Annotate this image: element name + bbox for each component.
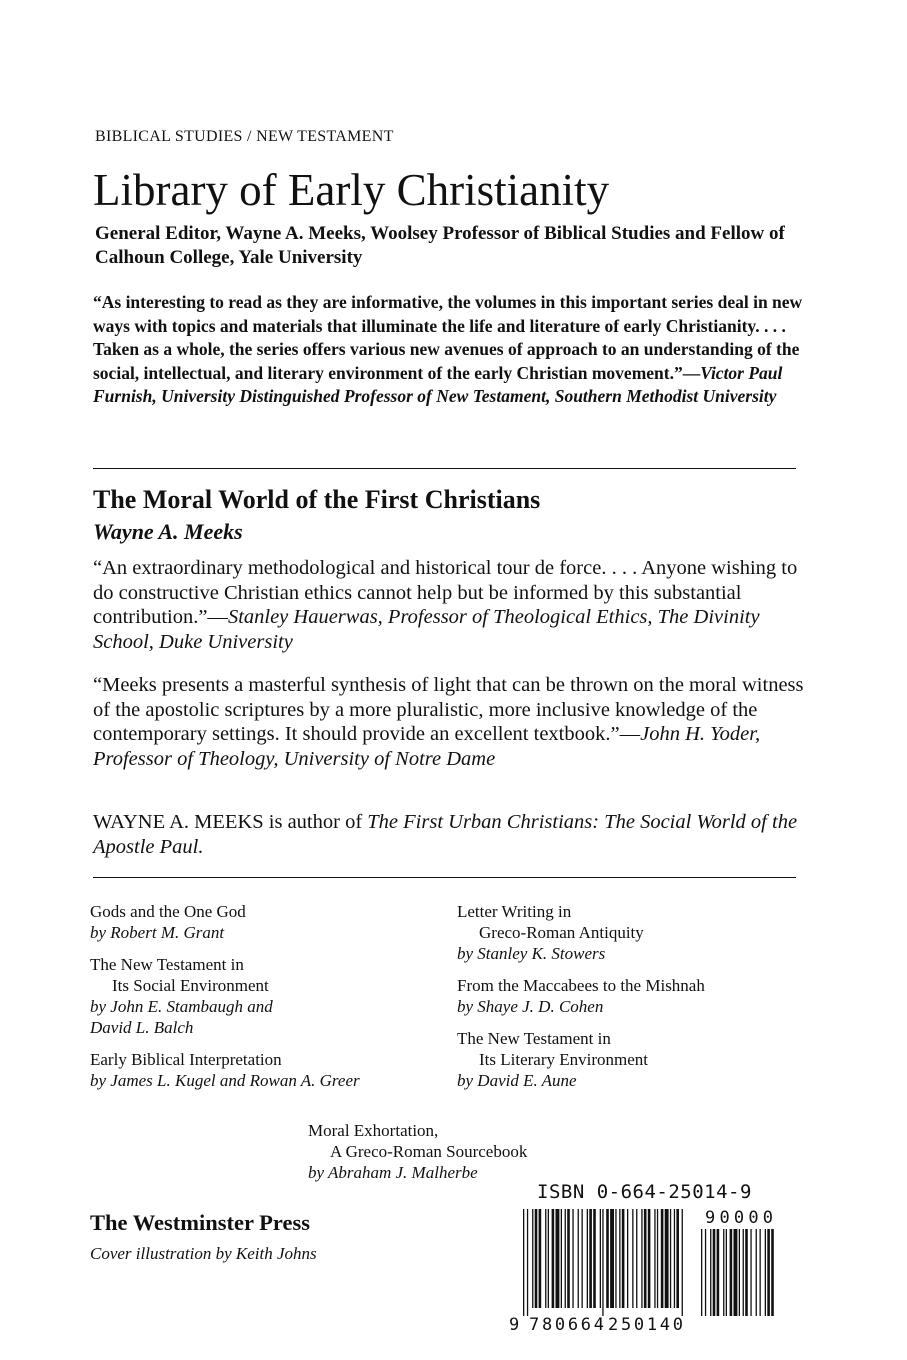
barcode-bar [556, 1209, 560, 1308]
barcode-bar [701, 1229, 702, 1316]
series-book-center [308, 1120, 527, 1183]
book-author: Wayne A. Meeks [93, 519, 243, 544]
review-quote [93, 673, 813, 771]
barcode-bar [622, 1209, 625, 1308]
barcode-bar [523, 1209, 524, 1316]
barcode-bar [682, 1209, 683, 1316]
barcode-bar [726, 1229, 727, 1316]
barcode-bar [739, 1229, 740, 1316]
review-attribution: Stanley Hauerwas, Professor of Theological Ethics, The Divinity School, Duke University [93, 606, 760, 653]
series-blurb [93, 291, 813, 409]
series-book [90, 1049, 450, 1091]
series-book-title-cont: Its Social Environment [112, 976, 269, 995]
series-book-title-cont: Its Literary Environment [479, 1050, 649, 1069]
divider-bottom [93, 877, 796, 878]
series-blurb-attribution: Victor Paul Furnish, University Distinguished Professor of New Testament, Southern Methodist University [93, 362, 783, 406]
barcode-bar [561, 1209, 562, 1308]
barcode-bar [654, 1209, 655, 1308]
series-book-author: by Robert M. Grant [90, 923, 225, 942]
about-author-work: The First Urban Christians: The Social World of the Apostle Paul. [93, 811, 798, 858]
barcode-bar [765, 1229, 766, 1316]
general-editor: General Editor, Wayne A. Meeks, Woolsey Professor of Biblical Studies and Fellow of Calhoun College, Yale University [95, 223, 785, 268]
barcode-bar [644, 1209, 647, 1308]
barcode-bar [610, 1209, 614, 1308]
review-text: “Meeks presents a masterful synthesis of light that can be thrown on the moral witness of the apostolic scriptures by a more pluralistic, more inclusive knowledge of the contemporary settings. It should provide an excellent textbook.”— [93, 674, 804, 745]
barcode-bar [602, 1209, 603, 1316]
series-book-title: The New Testament in [90, 955, 244, 974]
series-list-left [90, 901, 450, 1102]
barcode-bar [676, 1209, 679, 1308]
series-book [457, 901, 817, 964]
series-book [90, 901, 450, 943]
book-title: The Moral World of the First Christians [93, 485, 541, 514]
review-quote [93, 556, 813, 654]
ean-first-digit: 9 [509, 1315, 520, 1335]
barcode-bar [743, 1229, 744, 1316]
series-book-title: Gods and the One God [90, 902, 246, 921]
series-book-title: Moral Exhortation, [308, 1121, 439, 1140]
barcode-bar [767, 1229, 770, 1316]
barcode-bar [734, 1229, 738, 1316]
barcode-bar [572, 1209, 573, 1308]
cover-credit: Cover illustration by Keith Johns [90, 1244, 317, 1263]
series-book-author: by John E. Stambaugh and David L. Balch [90, 997, 273, 1037]
series-book-author: by David E. Aune [457, 1071, 577, 1090]
barcode-bar [578, 1209, 579, 1308]
barcode-bar [670, 1209, 671, 1308]
barcode-bar [532, 1209, 533, 1308]
barcode-bar [589, 1209, 592, 1308]
barcode-graphic [505, 1205, 780, 1335]
series-book-title: Early Biblical Interpretation [90, 1050, 282, 1069]
addon-digits: 90000 [705, 1208, 773, 1228]
barcode-bar [548, 1209, 549, 1308]
series-book [457, 975, 817, 1017]
barcode-bar [713, 1229, 716, 1316]
barcode-bar [535, 1209, 538, 1308]
barcode-bar [771, 1229, 774, 1316]
barcode-bar [756, 1229, 757, 1316]
barcode-bar [552, 1209, 555, 1308]
barcode-bar [527, 1209, 528, 1316]
series-book [90, 954, 450, 1038]
barcode-bar [665, 1209, 669, 1308]
barcode-bar [539, 1209, 542, 1308]
barcode-bar [627, 1209, 628, 1308]
series-book-title: Letter Writing in [457, 902, 572, 921]
series-blurb-text: “As interesting to read as they are informative, the volumes in this important series deal in new ways with topics and materials that illuminate the life and literature of early Christianity. . . . Taken as a whole, the series offers various new avenues of approach to an understanding of the social, intellectual, and literary environment of the early Christian movement.”— [93, 292, 803, 383]
barcode-bar [582, 1209, 583, 1308]
barcode-bar [745, 1229, 748, 1316]
barcode-bar [565, 1209, 566, 1308]
isbn-number: ISBN 0-664-25014-9 [537, 1181, 752, 1203]
series-book-title: From the Maccabees to the Mishnah [457, 976, 705, 995]
barcode-bar [545, 1209, 546, 1308]
publisher-name: The Westminster Press [90, 1210, 310, 1235]
barcode-bar [760, 1229, 761, 1316]
barcode-bar [723, 1229, 724, 1316]
review-text: “An extraordinary methodological and historical tour de force. . . . Anyone wishing to do constructive Christian ethics cannot help but be informed by this substantial contribution.”— [93, 557, 798, 628]
series-book [457, 1028, 817, 1091]
barcode-bar [641, 1209, 642, 1308]
barcode-bar [619, 1209, 620, 1308]
review-attribution: John H. Yoder, Professor of Theology, University of Notre Dame [93, 723, 761, 770]
barcode-bar [657, 1209, 658, 1308]
barcode-bar [717, 1229, 720, 1316]
barcode-bar [593, 1209, 596, 1308]
series-book-author: by Stanley K. Stowers [457, 944, 606, 963]
barcode-bar [648, 1209, 651, 1308]
barcode-bar [587, 1209, 588, 1308]
divider-top [93, 468, 796, 469]
category-label: BIBLICAL STUDIES / NEW TESTAMENT [95, 128, 394, 145]
barcode-bar [705, 1229, 706, 1316]
series-book-title: The New Testament in [457, 1029, 611, 1048]
barcode [505, 1205, 780, 1340]
ean-left-digits: 780664 [529, 1315, 604, 1335]
series-book-title-cont: A Greco-Roman Sourcebook [330, 1142, 528, 1161]
series-book-title-cont: Greco-Roman Antiquity [479, 923, 644, 942]
barcode-bar [661, 1209, 664, 1308]
ean-bars [523, 1209, 683, 1316]
barcode-bar [730, 1229, 733, 1316]
series-list-right [457, 901, 817, 1102]
barcode-bar [600, 1209, 601, 1308]
barcode-bar [674, 1209, 675, 1308]
barcode-bar [615, 1209, 616, 1308]
series-book-author: by Abraham J. Malherbe [308, 1163, 478, 1182]
barcode-bar [632, 1209, 633, 1308]
about-author [93, 810, 813, 859]
series-book-author: by Shaye J. D. Cohen [457, 997, 604, 1016]
addon-bars [701, 1229, 774, 1316]
barcode-bar [636, 1209, 637, 1308]
barcode-bar [750, 1229, 751, 1316]
barcode-bar [710, 1229, 711, 1316]
barcode-bar [567, 1209, 570, 1308]
series-book-author: by James L. Kugel and Rowan A. Greer [90, 1071, 360, 1090]
series-title: Library of Early Christianity [93, 165, 610, 215]
ean-right-digits: 250140 [608, 1315, 683, 1335]
about-author-text: WAYNE A. MEEKS is author of [93, 811, 368, 833]
barcode-bar [606, 1209, 609, 1308]
